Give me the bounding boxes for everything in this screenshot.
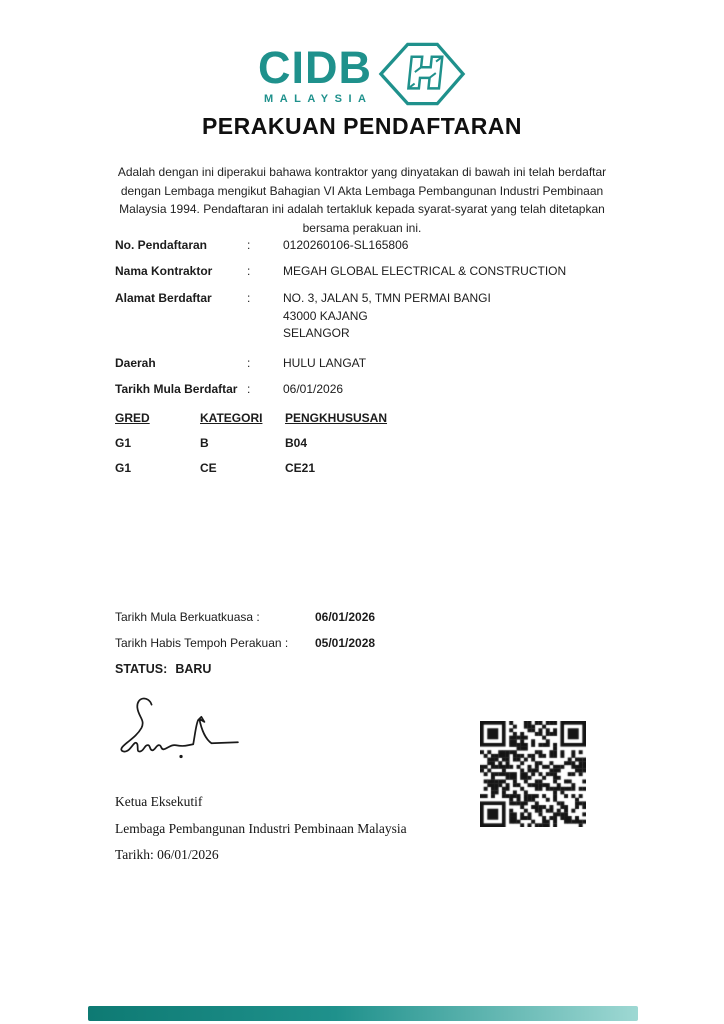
expiry-date-label: Tarikh Habis Tempoh Perakuan :: [115, 636, 289, 650]
address-line-3: SELANGOR: [283, 326, 350, 340]
registration-no-label: No. Pendaftaran: [115, 238, 208, 252]
kategori-value: B: [200, 436, 209, 450]
expiry-date-value: 05/01/2028: [315, 636, 376, 650]
brand-subtitle: MALAYSIA: [264, 93, 373, 105]
signatory-date: Tarikh: 06/01/2026: [115, 847, 219, 862]
signatory-block: [115, 789, 407, 869]
gred-header: GRED: [115, 411, 150, 425]
district-label: Daerah: [115, 355, 156, 370]
validity-section: [115, 604, 515, 682]
signatory-organization: Lembaga Pembangunan Industri Pembinaan Malaysia: [115, 820, 407, 836]
registered-address-value: [283, 290, 615, 343]
registered-address-label: Alamat Berdaftar: [115, 291, 212, 305]
contractor-name-value: MEGAH GLOBAL ELECTRICAL & CONSTRUCTION: [283, 264, 567, 278]
kategori-header: KATEGORI: [200, 411, 263, 425]
intro-paragraph: Adalah dengan ini diperakui bahawa kontraktor yang dinyatakan di bawah ini telah berdaftar dengan Lembaga mengikut Bahagian VI Akta Lembaga Pembangunan Industri Pembinaan Malaysia 1994. Pendaftaran ini adalah tertakluk kepada syarat-syarat yang telah ditetapkan bersama perakuan ini.: [117, 165, 607, 235]
district-value: HULU LANGAT: [283, 355, 367, 370]
gred-value: G1: [115, 436, 132, 450]
table-row: [115, 456, 475, 481]
qr-code: [480, 721, 586, 827]
colon-separator: :: [247, 355, 251, 370]
status-label: STATUS:: [115, 662, 168, 676]
page-title: PERAKUAN PENDAFTARAN: [201, 113, 523, 139]
registered-address-row: [115, 290, 615, 343]
pengkhususan-header: PENGKHUSUSAN: [285, 411, 388, 425]
colon-separator: :: [247, 264, 251, 278]
effective-date-row: [115, 604, 515, 630]
registration-start-label: Tarikh Mula Berdaftar: [115, 381, 238, 396]
registration-start-row: [115, 382, 615, 397]
signatory-title: Ketua Eksekutif: [115, 794, 203, 809]
colon-separator: :: [247, 291, 251, 305]
pengkhususan-value: CE21: [285, 461, 316, 475]
status-badge: [115, 656, 515, 682]
footer-accent-bar: [88, 1006, 638, 1021]
grades-header-row: [115, 406, 475, 431]
registration-no-row: [115, 238, 615, 253]
pengkhususan-value: B04: [285, 436, 308, 450]
signature-scribble: [114, 694, 244, 762]
colon-separator: :: [247, 381, 251, 396]
kategori-value: CE: [200, 461, 217, 475]
effective-date-value: 06/01/2026: [315, 610, 376, 624]
effective-date-label: Tarikh Mula Berkuatkuasa :: [115, 610, 260, 624]
cidb-logo: [0, 40, 724, 108]
status-value: BARU: [175, 662, 212, 676]
cidb-hexagon-h-icon: [378, 40, 466, 108]
cidb-wordmark: [258, 42, 373, 105]
registration-no-value: 0120260106-SL165806: [283, 238, 409, 252]
table-row: [115, 431, 475, 456]
gred-value: G1: [115, 461, 132, 475]
expiry-date-row: [115, 630, 515, 656]
address-line-1: NO. 3, JALAN 5, TMN PERMAI BANGI: [283, 291, 491, 305]
brand-name: CIDB: [258, 42, 372, 93]
address-line-2: 43000 KAJANG: [283, 308, 368, 323]
grades-table: [115, 406, 475, 481]
registration-details: [115, 238, 615, 408]
colon-separator: :: [247, 238, 251, 252]
registration-start-value: 06/01/2026: [283, 381, 344, 396]
contractor-name-label: Nama Kontraktor: [115, 264, 213, 278]
contractor-name-row: [115, 264, 615, 279]
district-row: [115, 356, 615, 371]
